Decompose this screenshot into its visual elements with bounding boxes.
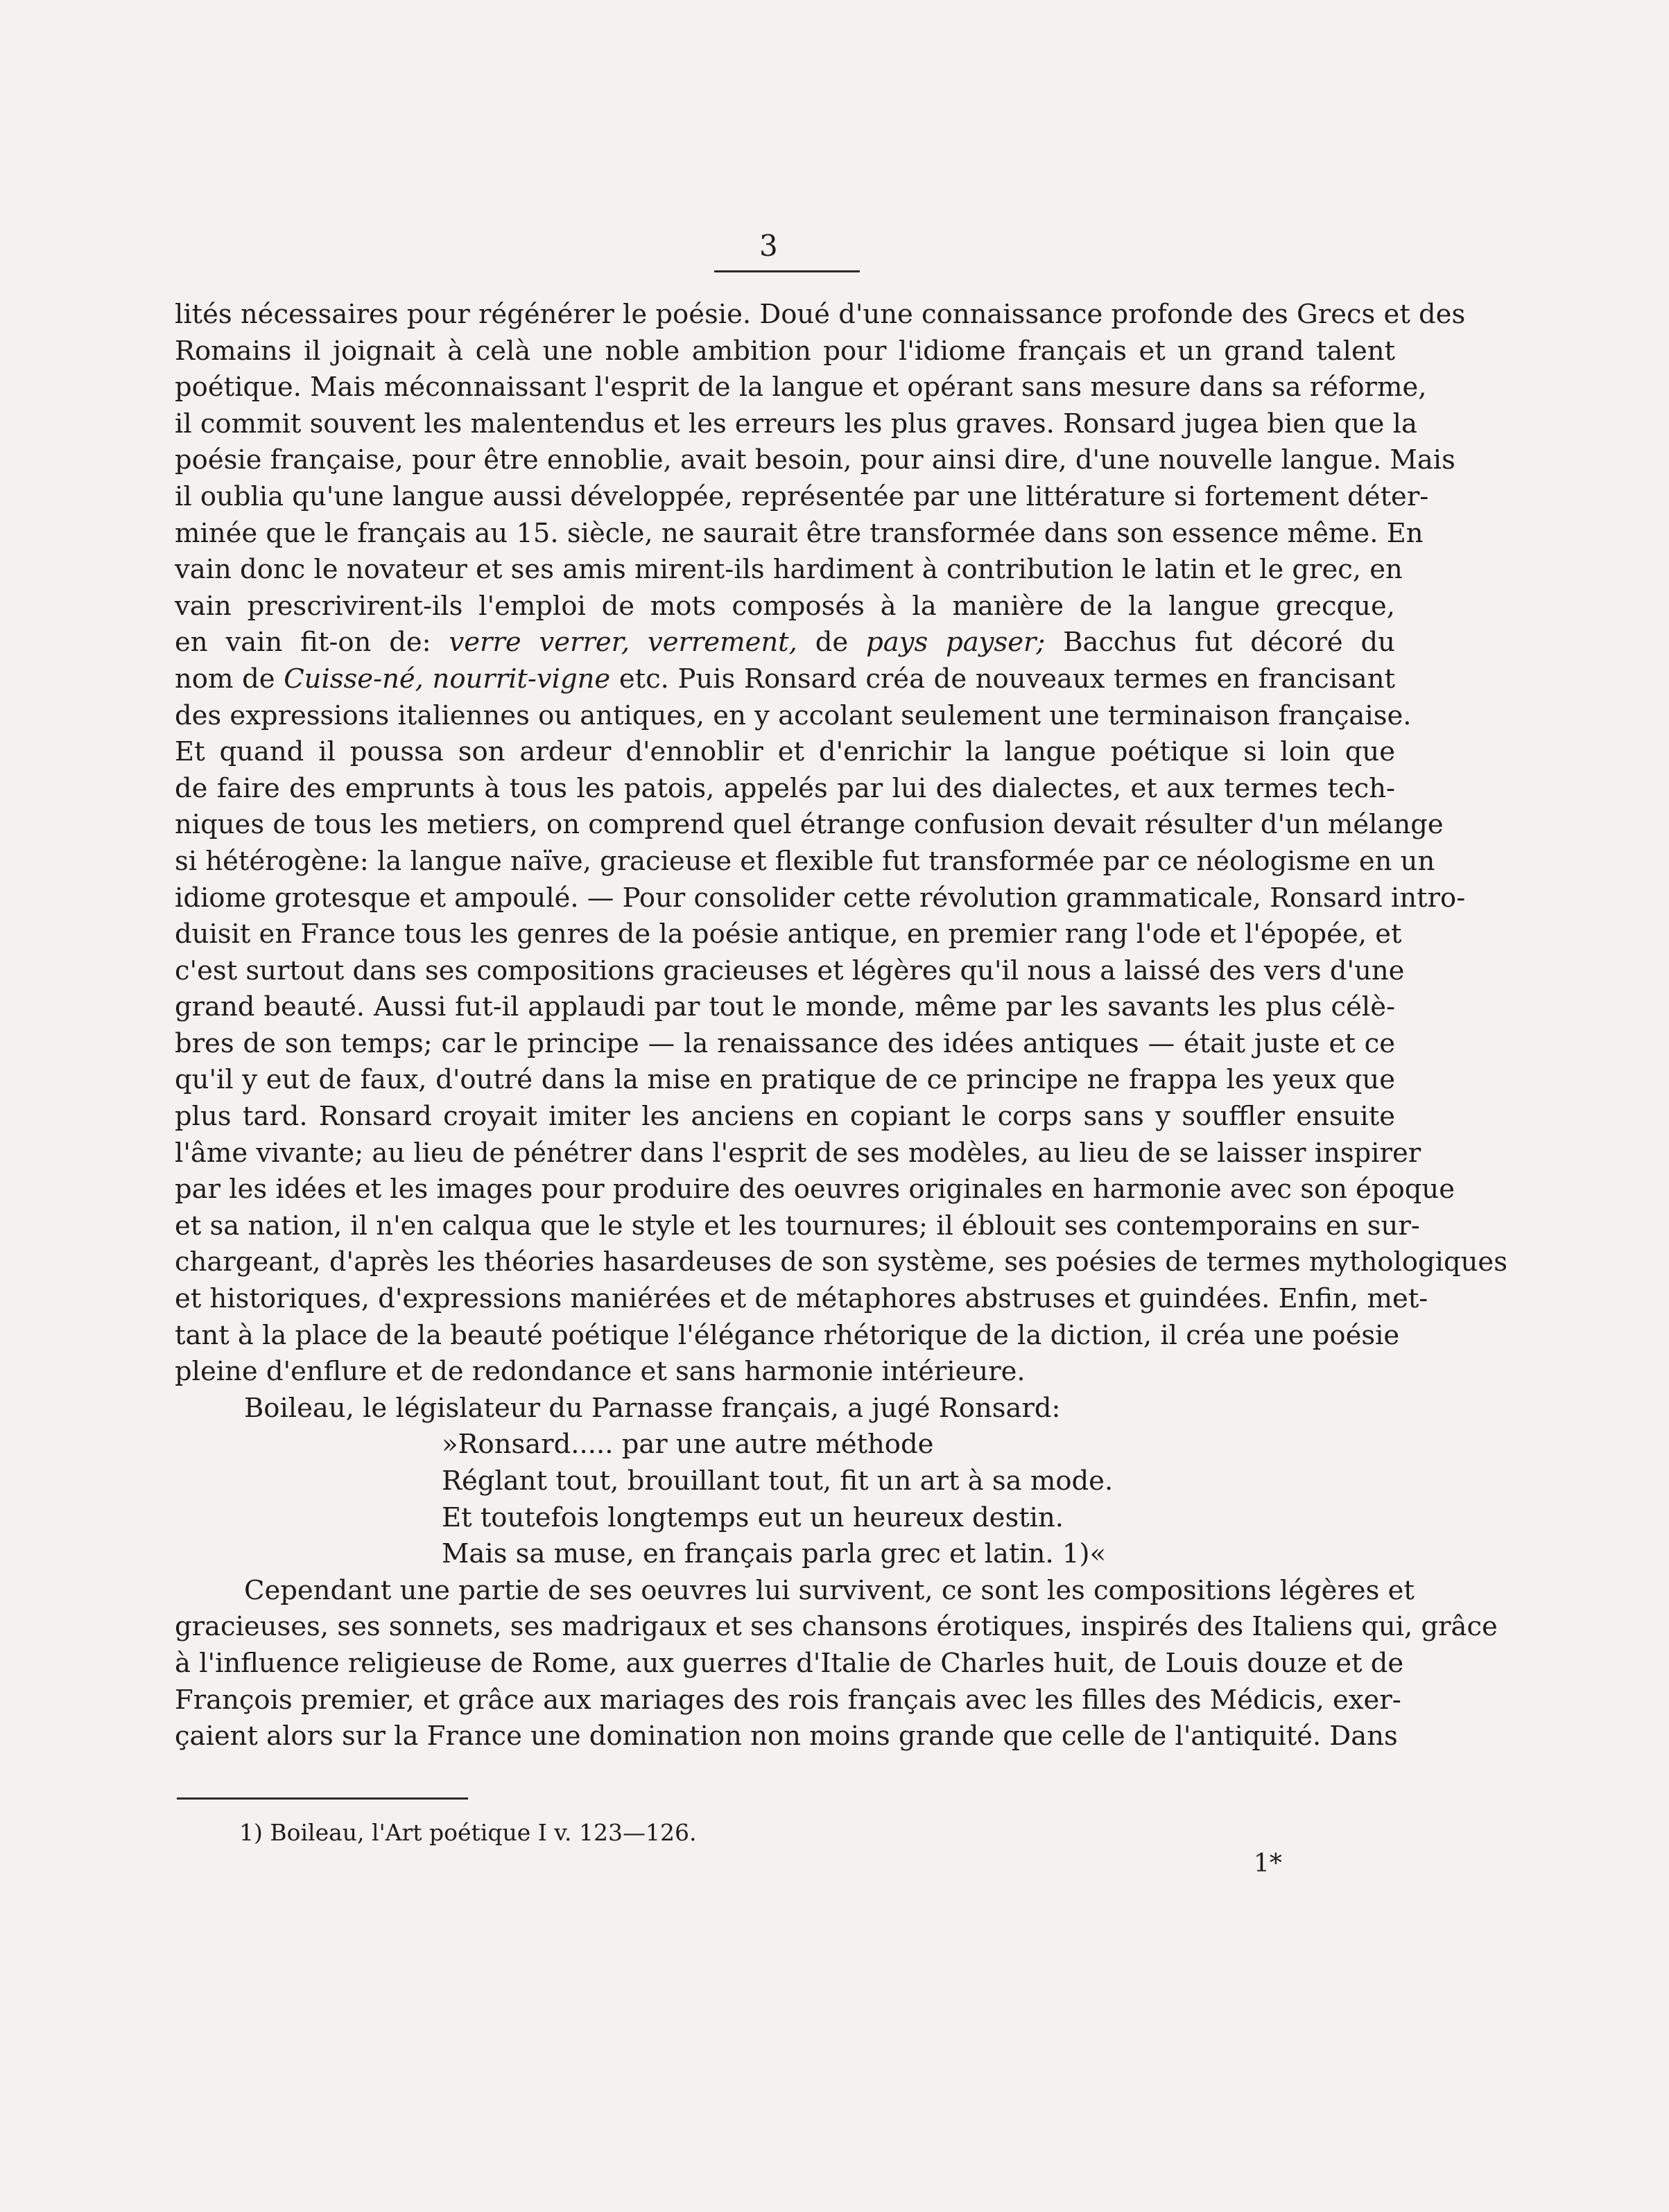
text-line: plus tard. Ronsard croyait imiter les anciens en copiant le corps sans y souffler ensuite — [175, 1101, 1395, 1133]
text-line: des expressions italiennes ou antiques, en y accolant seulement une terminaison française. — [175, 699, 1412, 731]
text-line: l'âme vivante; au lieu de pénétrer dans l'esprit de ses modèles, au lieu de se laisser inspirer — [175, 1137, 1421, 1169]
footnote-rule — [177, 1797, 468, 1800]
header-rule — [714, 270, 860, 272]
quote-intro: Boileau, le législateur du Parnasse français, a jugé Ronsard: — [244, 1392, 1061, 1424]
text-line: qu'il y eut de faux, d'outré dans la mise en pratique de ce principe ne frappa les yeux que — [175, 1064, 1395, 1096]
text-line: par les idées et les images pour produire des oeuvres originales en harmonie avec son époque — [175, 1174, 1455, 1205]
text-line: Cependant une partie de ses oeuvres lui survivent, ce sont les compositions légères et — [244, 1574, 1415, 1606]
text-line: il oublia qu'une langue aussi développée, représentée par une littérature si fortement déter- — [175, 480, 1429, 512]
text-line — [175, 661, 1395, 698]
text-line: gracieuses, ses sonnets, ses madrigaux et ses chansons érotiques, inspirés des Italiens qui, grâce — [175, 1611, 1498, 1643]
text-line: çaient alors sur la France une domination non moins grande que celle de l'antiquité. Dans — [175, 1721, 1398, 1752]
text-line: vain donc le novateur et ses amis mirent-ils hardiment à contribution le latin et le grec, en — [175, 554, 1403, 586]
text-line: lités nécessaires pour régénérer le poésie. Doué d'une connaissance profonde des Grecs et des — [175, 299, 1466, 330]
text-line — [175, 625, 1395, 661]
page-number: 3 — [759, 229, 779, 263]
text-line: de faire des emprunts à tous les patois, appelés par lui des dialectes, et aux termes tech- — [175, 772, 1395, 804]
text-line: duisit en France tous les genres de la poésie antique, en premier rang l'ode et l'épopée, et — [175, 918, 1402, 950]
text-line: bres de son temps; car le principe — la renaissance des idées antiques — était juste et ce — [175, 1027, 1395, 1059]
text-line: niques de tous les metiers, on comprend quel étrange confusion devait résulter d'un mélange — [175, 809, 1444, 841]
signature-mark: 1* — [1254, 1849, 1282, 1878]
text-line: grand beauté. Aussi fut-il applaudi par tout le monde, même par les savants les plus célè- — [175, 991, 1395, 1023]
italic-term: pays payser; — [866, 627, 1046, 659]
text-line: minée que le français au 15. siècle, ne saurait être transformée dans son essence même. En — [175, 517, 1424, 549]
text-line: Romains il joignait à celà une noble ambition pour l'idiome français et un grand talent — [175, 335, 1395, 367]
text-run: de — [797, 627, 867, 659]
text-line: pleine d'enflure et de redondance et sans harmonie intérieure. — [175, 1356, 1026, 1388]
text-line: il commit souvent les malentendus et les erreurs les plus graves. Ronsard jugea bien que la — [175, 408, 1417, 439]
italic-term: verre verrer, verrement, — [449, 627, 797, 659]
text-line: poétique. Mais méconnaissant l'esprit de la langue et opérant sans mesure dans sa réforme, — [175, 372, 1427, 403]
body-text — [175, 297, 1507, 1755]
italic-term: Cuisse-né, nourrit-vigne — [284, 663, 611, 695]
text-line: et sa nation, il n'en calqua que le style et les tournures; il éblouit ses contemporains en sur- — [175, 1210, 1420, 1242]
text-run: nom de — [175, 663, 284, 695]
text-line: tant à la place de la beauté poétique l'élégance rhétorique de la diction, il créa une poésie — [175, 1319, 1400, 1351]
text-run: en vain fit-on de: — [175, 627, 449, 659]
text-run: etc. Puis Ronsard créa de nouveaux termes en francisant — [610, 663, 1395, 695]
text-line: idiome grotesque et ampoulé. — Pour consolider cette révolution grammaticale, Ronsard intro- — [175, 882, 1466, 914]
text-line: et historiques, d'expressions maniérées et de métaphores abstruses et guindées. Enfin, met- — [175, 1283, 1428, 1315]
text-run: Bacchus fut décoré du — [1045, 627, 1395, 659]
text-line: vain prescrivirent-ils l'emploi de mots composés à la manière de la langue grecque, — [175, 590, 1395, 622]
text-line: Et quand il poussa son ardeur d'ennoblir et d'enrichir la langue poétique si loin que — [175, 736, 1395, 768]
text-line: à l'influence religieuse de Rome, aux guerres d'Italie de Charles huit, de Louis douze et de — [175, 1647, 1404, 1679]
verse-line: Mais sa muse, en français parla grec et latin. 1)« — [442, 1538, 1107, 1570]
text-line: François premier, et grâce aux mariages des rois français avec les filles des Médicis, exer- — [175, 1684, 1401, 1716]
verse-line: Et toutefois longtemps eut un heureux destin. — [442, 1501, 1064, 1533]
verse-line: »Ronsard..... par une autre méthode — [442, 1429, 934, 1461]
footnote: 1) Boileau, l'Art poétique I v. 123—126. — [239, 1819, 697, 1846]
text-line: si hétérogène: la langue naïve, gracieuse et flexible fut transformée par ce néologisme en un — [175, 845, 1435, 877]
text-line: chargeant, d'après les théories hasardeuses de son système, ses poésies de termes mythologiques — [175, 1246, 1507, 1278]
text-line: c'est surtout dans ses compositions gracieuses et légères qu'il nous a laissé des vers d'une — [175, 955, 1405, 986]
verse-line: Réglant tout, brouillant tout, fit un art à sa mode. — [442, 1465, 1114, 1497]
text-line: poésie française, pour être ennoblie, avait besoin, pour ainsi dire, d'une nouvelle langue. Mais — [175, 444, 1455, 476]
